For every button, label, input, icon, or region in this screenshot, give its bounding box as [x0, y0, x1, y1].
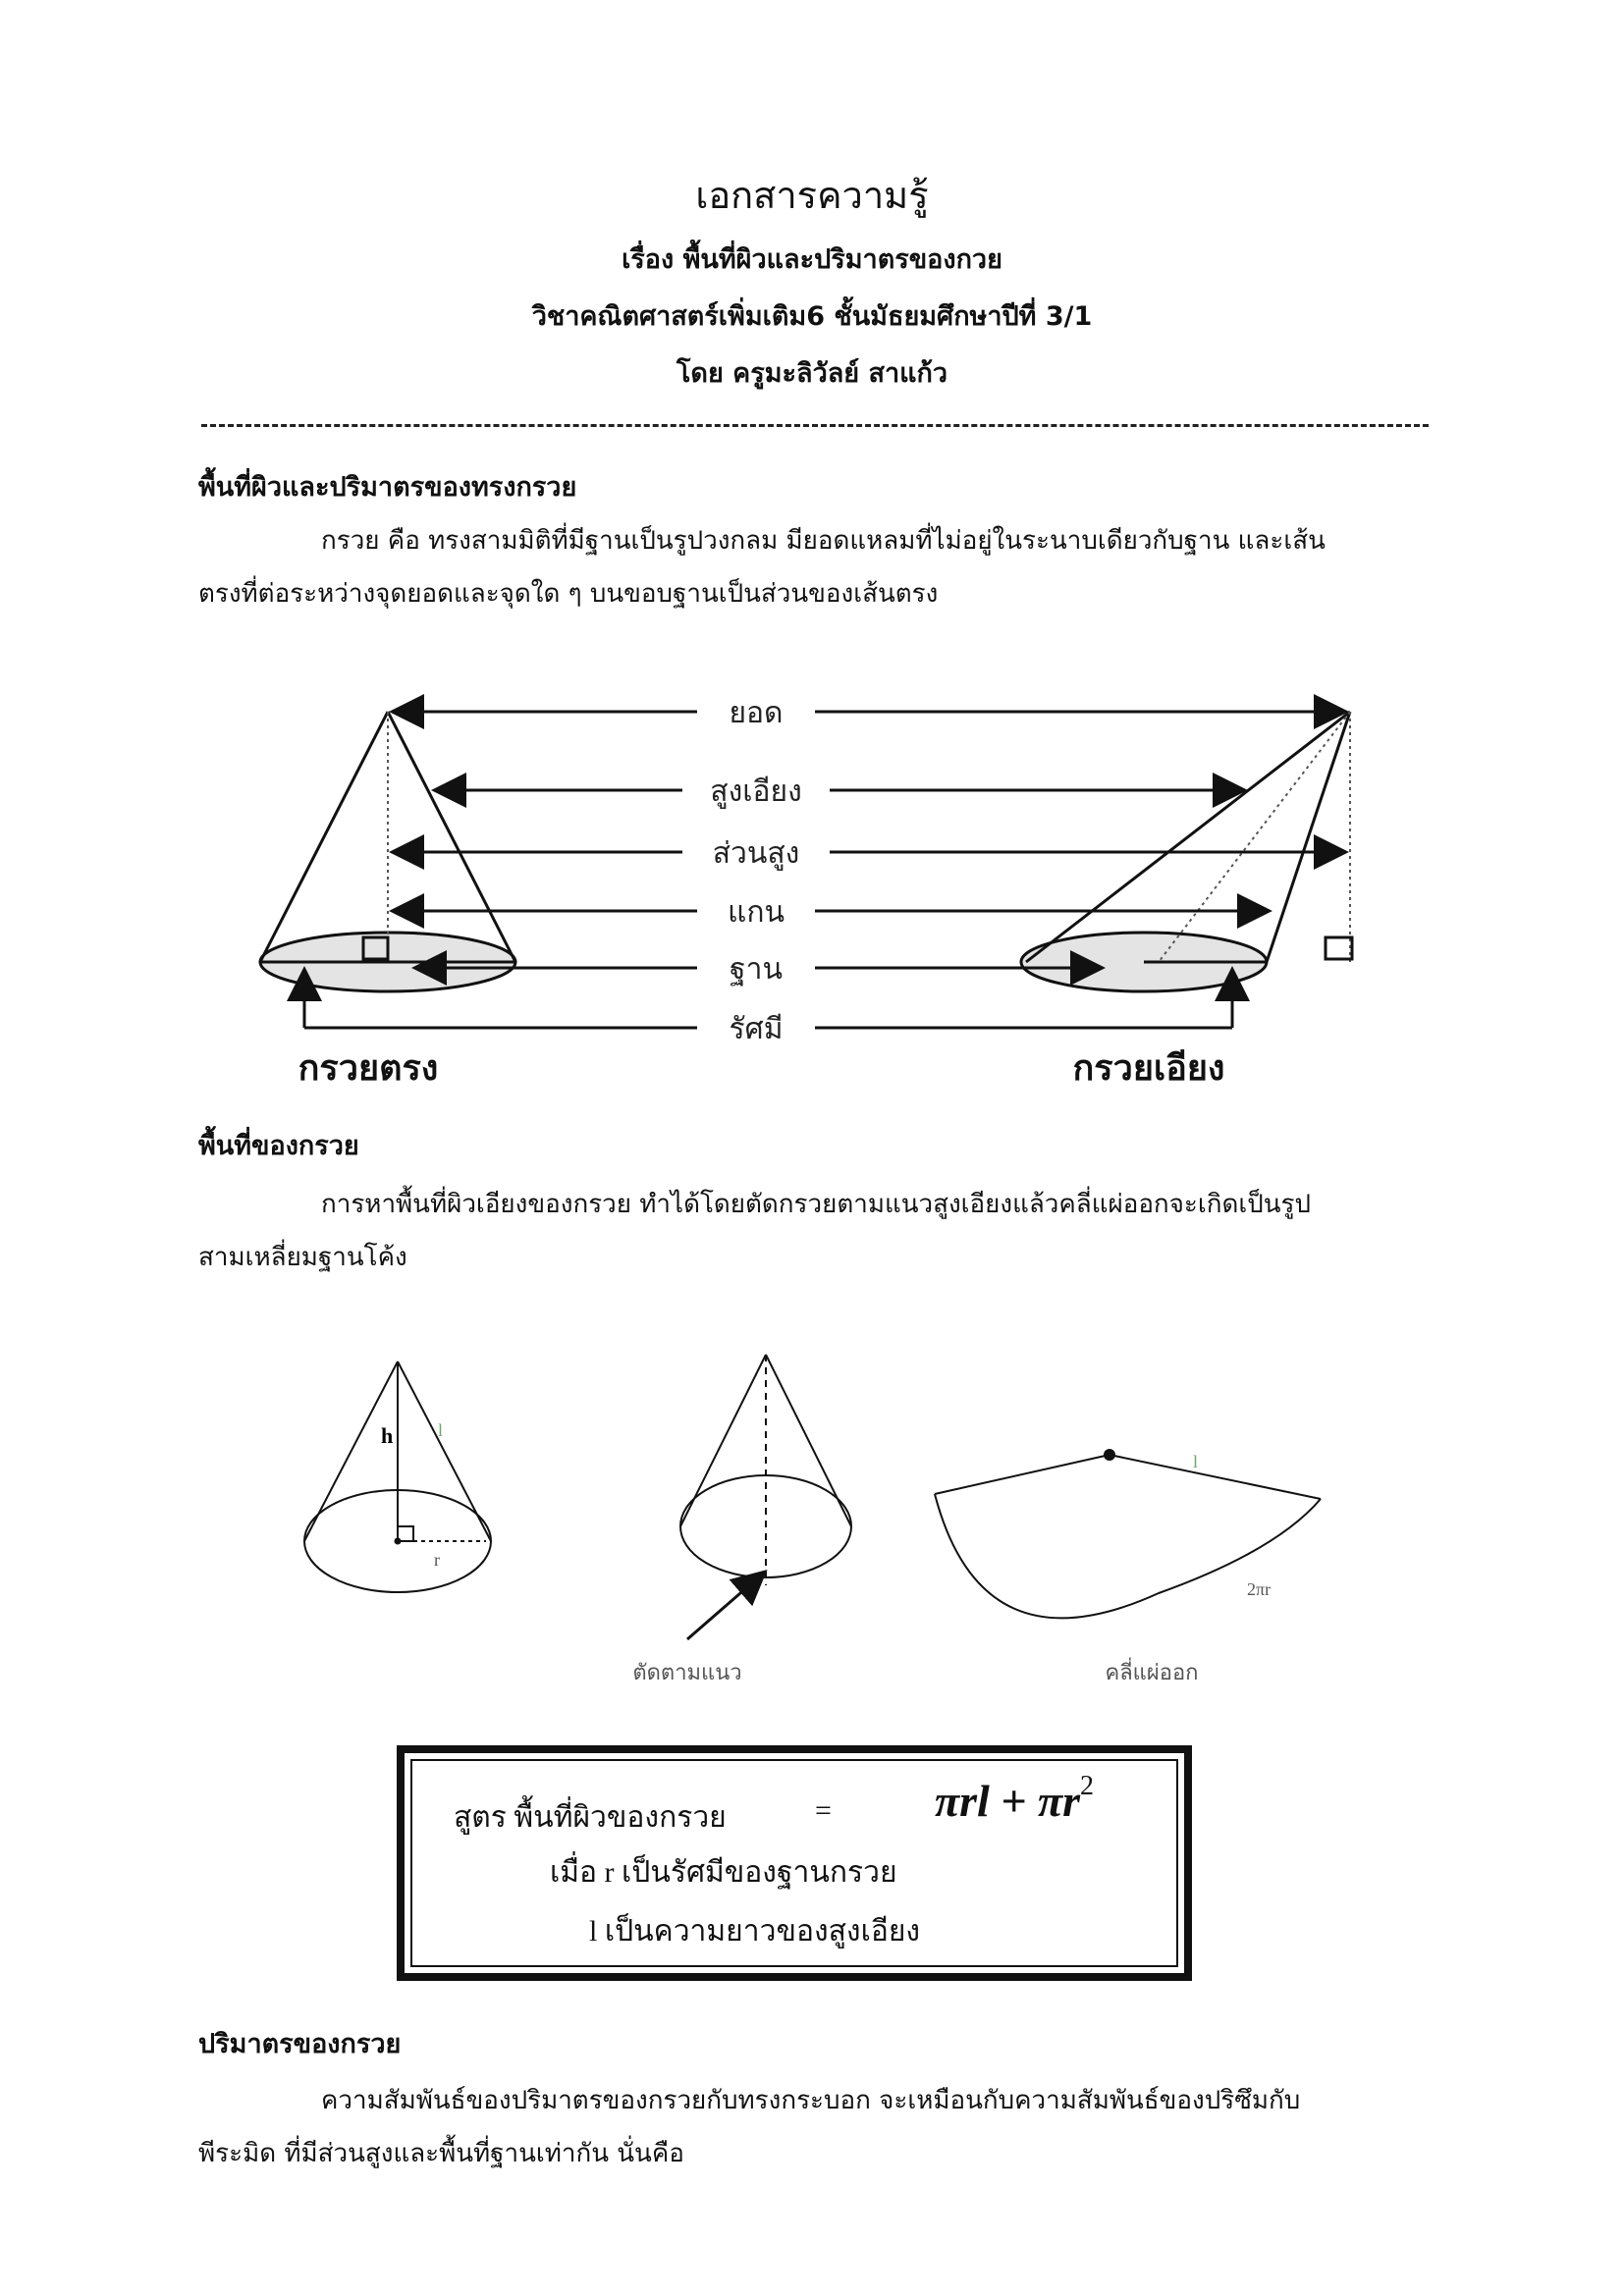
- section2-paragraph: [198, 1178, 1421, 1284]
- cone-unfold-diagram: [275, 1340, 1355, 1703]
- section2-line1: [198, 1178, 1421, 1231]
- caption-unfold: คลี่แผ่ออก: [1105, 1661, 1199, 1685]
- label-radius: รัศมี: [729, 1012, 784, 1046]
- formula-exponent: 2: [1080, 1770, 1095, 1801]
- formula-box: [397, 1745, 1192, 1981]
- section3-line2: พีระมิด ที่มีส่วนสูงและพื้นที่ฐานเท่ากัน นั่นคือ: [198, 2139, 684, 2168]
- unfolded-sector-figure: [935, 1423, 1321, 1685]
- section-heading-surface-volume: พื้นที่ผิวและปริมาตรของทรงกรวย: [198, 472, 577, 503]
- caption-right-cone: กรวยตรง: [298, 1048, 439, 1089]
- cone-parts-diagram: [236, 677, 1394, 1090]
- section3-paragraph: [198, 2074, 1421, 2180]
- formula-label: สูตร พื้นที่ผิวของกรวย: [454, 1801, 727, 1834]
- formula-equals: =: [815, 1794, 832, 1827]
- document-title: เอกสารความรู้: [695, 174, 929, 217]
- caption-oblique-cone: กรวยเอียง: [1072, 1048, 1225, 1089]
- formula-expression: [935, 1770, 1095, 1827]
- label-r: r: [434, 1550, 440, 1570]
- formula-expression-text: πrl + πr: [935, 1776, 1081, 1826]
- label-h: h: [381, 1423, 394, 1448]
- label-base: ฐาน: [730, 952, 783, 987]
- document-author: โดย ครูมะลิวัลย์ สาแก้ว: [676, 358, 948, 389]
- section2-line2: สามเหลี่ยมฐานโค้ง: [198, 1243, 407, 1272]
- label-height: ส่วนสูง: [712, 836, 800, 871]
- section1-line2: ตรงที่ต่อระหว่างจุดยอดและจุดใด ๆ บนขอบฐานเป็นส่วนของเส้นตรง: [198, 579, 939, 609]
- section3-line1-text: ความสัมพันธ์ของปริมาตรของกรวยกับทรงกระบอก จะเหมือนกับความสัมพันธ์ของปริซึมกับ: [321, 2086, 1301, 2115]
- section-heading-cone-volume: ปริมาตรของกรวย: [198, 2029, 402, 2059]
- cone-cut-figure: [632, 1355, 851, 1685]
- label-slant-height: สูงเอียง: [710, 774, 802, 809]
- caption-cut-along: ตัดตามแนว: [632, 1661, 742, 1685]
- label-l-sector: l: [1193, 1452, 1199, 1471]
- document-topic: เรื่อง พื้นที่ผิวและปริมาตรของกวย: [622, 244, 1002, 275]
- section1-line1-text: กรวย คือ ทรงสามมิติที่มีฐานเป็นรูปวงกลม มียอดแหลมที่ไม่อยู่ในระนาบเดียวกับฐาน และเส้น: [321, 526, 1326, 556]
- section-heading-cone-area: พื้นที่ของกรวย: [198, 1131, 359, 1161]
- label-2pir: 2πr: [1247, 1579, 1272, 1599]
- section2-line1-text: การหาพื้นที่ผิวเอียงของกรวย ทำได้โดยตัดกรวยตามแนวสูงเอียงแล้วคลี่แผ่ออกจะเกิดเป็นรูป: [321, 1190, 1312, 1219]
- formula-line-r: เมื่อ r เป็นรัศมีของฐานกรวย: [550, 1856, 897, 1889]
- cone-with-height-figure: [304, 1362, 491, 1592]
- section1-paragraph: [198, 514, 1421, 620]
- section3-line1: [198, 2074, 1421, 2127]
- label-apex: ยอด: [729, 696, 784, 730]
- formula-line-l: l เป็นความยาวของสูงเอียง: [589, 1915, 921, 1948]
- label-axis: แกน: [727, 895, 785, 930]
- document-subject: วิชาคณิตศาสตร์เพิ่มเติม6 ชั้นมัธยมศึกษาปีที่ 3/1: [531, 301, 1093, 332]
- section1-line1: [198, 514, 1421, 567]
- header-divider: [201, 424, 1429, 427]
- label-l: l: [438, 1420, 444, 1440]
